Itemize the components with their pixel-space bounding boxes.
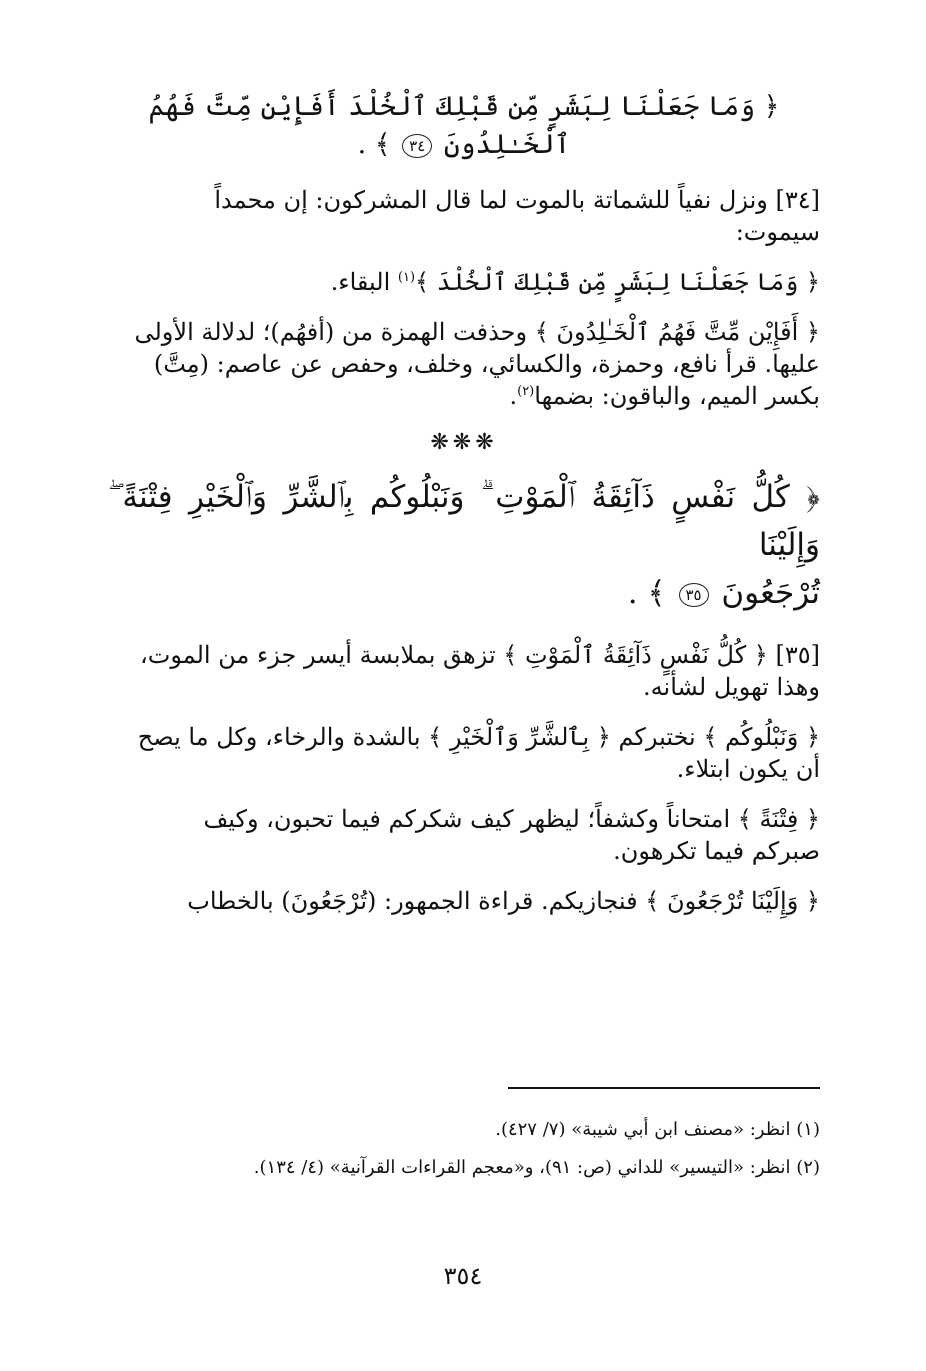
footnote-separator	[508, 1087, 820, 1089]
commentary-paragraph-35	[108, 639, 820, 703]
paragraph-line: ﴿ فِتْنَةً ﴾ امتحاناً وكشفاً؛ ليظهر كيف شكركم فيما تحبون، وكيف	[203, 805, 820, 833]
commentary-paragraph	[108, 803, 820, 867]
paragraph-line: وهذا تهويل لشأنه.	[643, 673, 820, 701]
commentary-paragraph	[108, 316, 820, 412]
quran-quote: ﴿ وَمَا جَعَلْنَا لِبَشَرٍ مِّن قَبْلِكَ ٱلْخُلْدَ ﴾	[415, 268, 820, 296]
footnote-ref-1: (١)	[397, 270, 416, 285]
paragraph-line: ﴿ وَنَبْلُوكُم ﴾ نختبركم ﴿ بِٱلشَّرِّ وَٱلْخَيْرِ ﴾ بالشدة والرخاء، وكل ما يصح	[137, 723, 820, 751]
commentary-paragraph	[108, 266, 820, 298]
page-body	[108, 88, 820, 929]
paragraph-line: ﴿ وَإِلَيْنَا تُرْجَعُونَ ﴾ فنجازيكم. قراءة الجمهور: (تُرْجَعُونَ) بالخطاب	[187, 887, 820, 915]
footnote-number: (١)	[796, 1119, 820, 1140]
paragraph-line: أن يكون ابتلاء.	[676, 755, 820, 783]
verse-35	[108, 473, 820, 617]
verse-34	[108, 88, 820, 164]
paragraph-line: [٣٤] ونزل نفياً للشماتة بالموت لما قال المشركون: إن محمداً	[214, 186, 820, 214]
verse-35-line: ﴿ كُلُّ نَفْسٍ ذَآئِقَةُ ٱلْمَوْتِ ۗ وَنَبْلُوكُم بِٱلشَّرِّ وَٱلْخَيْرِ فِتْنَةً ۖ وَإِلَيْنَا	[108, 479, 820, 563]
paragraph-line: ﴿ أَفَإِيْن مِّتَّ فَهُمُ ٱلْخَـٰلِدُونَ ﴾ وحذفت الهمزة من (أفهُم)؛ لدلالة الأولى	[134, 318, 820, 346]
verse-35-line	[108, 569, 820, 617]
paragraph-text: بكسر الميم، والباقون: بضمها	[534, 382, 820, 410]
paragraph-text: البقاء.	[330, 268, 398, 296]
commentary-paragraph	[108, 721, 820, 785]
section-divider-stars: ❋❋❋	[430, 430, 498, 455]
paragraph-line: [٣٥] ﴿ كُلُّ نَفْسٍ ذَآئِقَةُ ٱلْمَوْتِ ﴾ تزهق بملابسة أيسر جزء من الموت،	[139, 641, 820, 669]
footnote-text: انظر: «مصنف ابن أبي شيبة» (٧/ ٤٢٧).	[495, 1119, 791, 1140]
paragraph-line	[108, 266, 820, 298]
footnote-ref-2: (٢)	[517, 384, 535, 399]
paragraph-line: عليها. قرأ نافع، وحمزة، والكسائي، وخلف، وحفص عن عاصم: (مِتَّ)	[153, 350, 820, 378]
footnotes	[108, 1118, 820, 1194]
verse-number-marker: ٣٥	[679, 583, 709, 607]
footnote-text: انظر: «التيسير» للداني (ص: ٩١)، و«معجم القراءات القرآنية» (٤/ ١٣٤).	[253, 1157, 791, 1178]
paragraph-line: صبركم فيما تكرهون.	[613, 837, 820, 865]
commentary-paragraph	[108, 885, 820, 917]
verse-number-marker: ٣٤	[402, 134, 432, 158]
page-number: ٣٥٤	[443, 1262, 483, 1290]
paragraph-line	[108, 380, 820, 412]
verse-35-close: ﴾ .	[627, 575, 666, 611]
verse-34-close: ﴾ .	[357, 129, 391, 160]
commentary-paragraph-34	[108, 184, 820, 248]
verse-35-text: تُرْجَعُونَ	[721, 575, 820, 611]
paragraph-line: سيموت:	[735, 218, 820, 246]
footnote-1	[108, 1118, 820, 1142]
footnote-2	[108, 1156, 820, 1180]
footnote-number: (٢)	[796, 1157, 820, 1178]
paragraph-text: .	[509, 382, 518, 410]
verse-34-text: ﴿ وَمَا جَعَلْنَا لِبَشَرٍ مِّن قَبْلِكَ ٱلْخُلْدَ أَفَإِيْن مِّتَّ فَهُمُ ٱلْخَـٰلِدُونَ	[148, 91, 780, 160]
